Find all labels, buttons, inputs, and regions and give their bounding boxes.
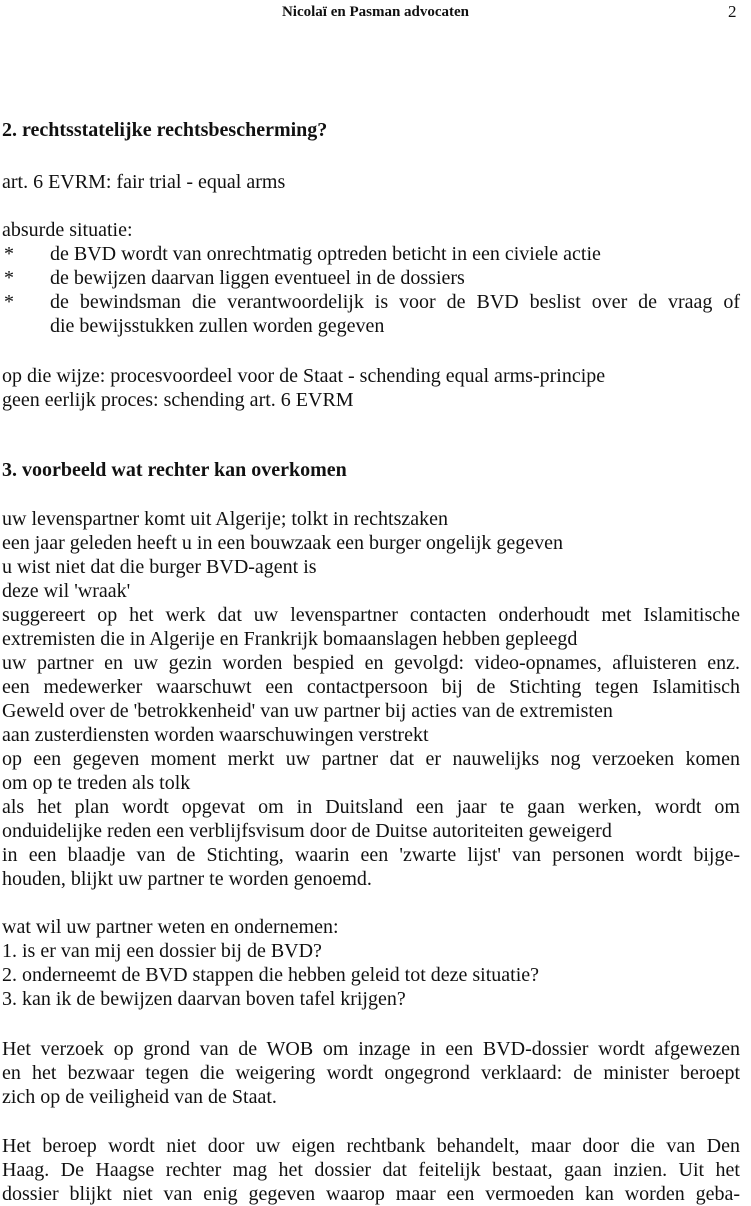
conclusion-line: geen eerlijk proces: schending art. 6 EVRM xyxy=(2,389,354,411)
example-line: om op te treden als tolk xyxy=(2,772,191,794)
example-line: als het plan wordt opgevat om in Duitsland een jaar te gaan werken, wordt om xyxy=(2,796,740,818)
questions-intro: wat wil uw partner weten en ondernemen: xyxy=(2,916,339,938)
paragraph-line: en het bezwaar tegen die weigering wordt ongegrond verklaard: de minister beroept xyxy=(2,1062,740,1084)
paragraph-line: dossier blijkt niet van enig gegeven waarop maar een vermoeden kan worden geba- xyxy=(2,1183,740,1205)
section-heading: 2. rechtsstatelijke rechtsbescherming? xyxy=(2,119,328,141)
conclusion-line: op die wijze: procesvoordeel voor de Staat - schending equal arms-principe xyxy=(2,365,606,387)
bullet-marker: * xyxy=(4,243,14,265)
bullet-marker: * xyxy=(4,291,14,313)
example-line: u wist niet dat die burger BVD-agent is xyxy=(2,556,317,578)
example-line: op een gegeven moment merkt uw partner dat er nauwelijks nog verzoeken komen xyxy=(2,748,740,770)
paragraph-line: Haag. De Haagse rechter mag het dossier dat feitelijk bestaat, gaan inzien. Uit het xyxy=(2,1159,740,1181)
example-line: uw levenspartner komt uit Algerije; tolkt in rechtszaken xyxy=(2,508,448,530)
bullet-item-continuation: die bewijsstukken zullen worden gegeven xyxy=(50,315,385,337)
example-line: houden, blijkt uw partner te worden genoemd. xyxy=(2,868,372,890)
bullet-marker: * xyxy=(4,267,14,289)
example-line: aan zusterdiensten worden waarschuwingen verstrekt xyxy=(2,724,429,746)
paragraph-line: zich op de veiligheid van de Staat. xyxy=(2,1086,277,1108)
example-line: deze wil 'wraak' xyxy=(2,580,131,602)
situation-intro: absurde situatie: xyxy=(2,219,133,241)
page-number: 2 xyxy=(728,2,737,21)
section-heading: 3. voorbeeld wat rechter kan overkomen xyxy=(2,459,347,481)
question-item: 1. is er van mij een dossier bij de BVD? xyxy=(2,940,322,962)
law-firm-name: Nicolaï en Pasman advocaten xyxy=(281,4,470,20)
example-line: een jaar geleden heeft u in een bouwzaak een burger ongelijk gegeven xyxy=(2,532,564,554)
paragraph-line: Het verzoek op grond van de WOB om inzage in een BVD-dossier wordt afgewezen xyxy=(2,1038,740,1060)
bullet-item: de bewindsman die verantwoordelijk is voor de BVD beslist over de vraag of xyxy=(50,291,740,313)
example-line: onduidelijke reden een verblijfsvisum door de Duitse autoriteiten geweigerd xyxy=(2,820,612,842)
question-item: 3. kan ik de bewijzen daarvan boven tafel krijgen? xyxy=(2,988,406,1010)
example-line: extremisten die in Algerije en Frankrijk bomaanslagen hebben gepleegd xyxy=(2,628,578,650)
example-line: uw partner en uw gezin worden bespied en gevolgd: video-opnames, afluisteren enz. xyxy=(2,652,740,674)
paragraph-line: Het beroep wordt niet door uw eigen rechtbank behandelt, maar door die van Den xyxy=(2,1135,740,1157)
art-reference: art. 6 EVRM: fair trial - equal arms xyxy=(2,171,286,193)
bullet-item: de BVD wordt van onrechtmatig optreden beticht in een civiele actie xyxy=(50,243,601,265)
bullet-item: de bewijzen daarvan liggen eventueel in de dossiers xyxy=(50,267,465,289)
question-item: 2. onderneemt de BVD stappen die hebben geleid tot deze situatie? xyxy=(2,964,540,986)
example-line: in een blaadje van de Stichting, waarin een 'zwarte lijst' van personen wordt bijge- xyxy=(2,844,740,866)
example-line: een medewerker waarschuwt een contactpersoon bij de Stichting tegen Islamitisch xyxy=(2,676,740,698)
example-line: suggereert op het werk dat uw levenspartner contacten onderhoudt met Islamitische xyxy=(2,604,740,626)
example-line: Geweld over de 'betrokkenheid' van uw partner bij acties van de extremisten xyxy=(2,700,613,722)
